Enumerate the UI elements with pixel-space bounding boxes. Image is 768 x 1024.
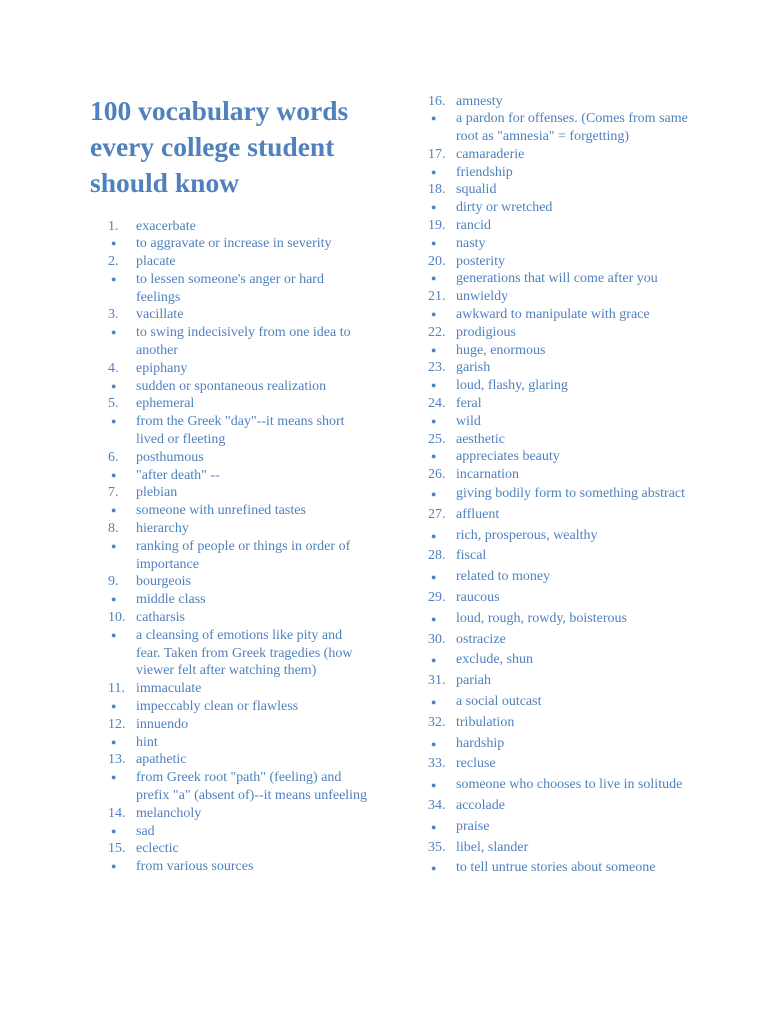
bullet-icon: ● (111, 238, 117, 249)
definition-item (428, 199, 688, 217)
definition-text: from Greek root "path" (feeling) and prefix "a" (absent of)--it means unfeeling (136, 770, 368, 803)
bullet-icon: ● (431, 237, 437, 248)
vocab-word: amnesty (456, 93, 503, 109)
item-number: 3. (108, 307, 119, 323)
item-number: 29. (428, 590, 446, 606)
vocab-word: libel, slander (456, 839, 529, 855)
vocab-word-item (108, 484, 368, 502)
vocab-word: melancholy (136, 805, 202, 821)
item-number: 19. (428, 218, 446, 234)
definition-item (428, 692, 688, 713)
vocab-word-item (108, 395, 368, 413)
vocab-word: hierarchy (136, 521, 189, 537)
definition-item (108, 698, 368, 716)
vocab-word: aesthetic (456, 431, 505, 447)
definition-item (108, 324, 368, 360)
definition-item (428, 858, 688, 879)
bullet-icon: ● (111, 629, 117, 640)
definition-text: dirty or wretched (456, 200, 553, 216)
vocab-word-item (108, 253, 368, 271)
item-number: 8. (108, 521, 119, 537)
vocab-word: unwieldy (456, 289, 509, 305)
vocab-word: ostracize (456, 631, 506, 647)
item-number: 1. (108, 218, 119, 234)
bullet-icon: ● (111, 772, 117, 783)
vocab-word: eclectic (136, 841, 179, 857)
vocab-word-item (428, 288, 688, 306)
definition-text: loud, rough, rowdy, boisterous (456, 610, 627, 626)
item-number: 12. (108, 716, 126, 732)
vocab-word: tribulation (456, 714, 515, 730)
bullet-icon: ● (111, 273, 117, 284)
vocab-word: immaculate (136, 681, 202, 697)
vocab-word-item (428, 359, 688, 377)
definition-item (428, 413, 688, 431)
bullet-icon: ● (431, 821, 437, 832)
bullet-icon: ● (431, 489, 437, 500)
definition-item (428, 609, 688, 630)
definition-item (428, 526, 688, 547)
definition-text: rich, prosperous, wealthy (456, 527, 598, 543)
bullet-icon: ● (431, 697, 437, 707)
definition-item (108, 823, 368, 841)
item-number: 28. (428, 548, 446, 564)
bullet-icon: ● (111, 825, 117, 836)
vocab-word: fiscal (456, 548, 487, 564)
vocab-word-item (428, 324, 688, 342)
bullet-icon: ● (431, 613, 437, 624)
item-number: 7. (108, 485, 119, 501)
vocab-word-item (108, 218, 368, 236)
definition-item (108, 413, 368, 449)
vocab-word-item (108, 573, 368, 591)
item-number: 9. (108, 574, 119, 590)
definition-item (428, 734, 688, 755)
bullet-icon: ● (431, 309, 437, 320)
definition-item (428, 775, 688, 796)
definition-text: to lessen someone's anger or hard feelings (136, 271, 324, 305)
item-number: 31. (428, 673, 446, 689)
vocab-word-item (108, 360, 368, 378)
definition-item (428, 110, 688, 146)
vocab-word-item (428, 217, 688, 235)
definition-item (108, 591, 368, 609)
item-number: 17. (428, 146, 446, 162)
definition-text: someone who chooses to live in solitude (456, 777, 683, 793)
definition-item (108, 502, 368, 520)
vocab-word: accolade (456, 797, 505, 813)
definition-item (428, 817, 688, 838)
vocab-word-item (108, 306, 368, 324)
item-number: 11. (108, 681, 125, 697)
bullet-icon: ● (111, 327, 117, 338)
vocab-word-item (428, 838, 688, 859)
item-number: 30. (428, 631, 446, 647)
item-number: 2. (108, 254, 119, 270)
item-number: 26. (428, 467, 446, 483)
vocab-word: affluent (456, 506, 500, 522)
item-number: 32. (428, 714, 446, 730)
vocab-word: bourgeois (136, 574, 191, 590)
vocab-word: squalid (456, 182, 497, 198)
vocab-word: epiphany (136, 360, 188, 376)
vocab-word-item (108, 449, 368, 467)
vocab-word-item (428, 93, 688, 111)
definition-text: middle class (136, 592, 206, 608)
bullet-icon: ● (431, 655, 437, 666)
vocab-word-item (108, 840, 368, 858)
definition-text: hint (136, 734, 158, 750)
vocab-word-item (428, 505, 688, 526)
definition-text: hardship (456, 735, 505, 751)
vocab-word: raucous (456, 590, 500, 606)
vocab-word: vacillate (136, 307, 184, 323)
bullet-icon: ● (431, 572, 437, 583)
definition-item (108, 734, 368, 752)
definition-item (428, 377, 688, 395)
item-number: 16. (428, 93, 446, 109)
definition-text: sudden or spontaneous realization (136, 378, 327, 394)
definition-text: loud, flashy, glaring (456, 378, 568, 394)
bullet-icon: ● (111, 380, 117, 391)
vocab-word-item (428, 431, 688, 449)
vocab-word-item (428, 671, 688, 692)
definition-item (428, 306, 688, 324)
item-number: 21. (428, 289, 446, 305)
vocab-word-item (108, 805, 368, 823)
definition-item (428, 342, 688, 360)
item-number: 25. (428, 431, 446, 447)
definition-text: ranking of people or things in order of importance (136, 538, 351, 572)
definition-item (428, 567, 688, 588)
definition-text: sad (136, 823, 155, 839)
definition-item (108, 235, 368, 253)
vocab-word-item (428, 253, 688, 271)
definition-item (108, 271, 368, 307)
item-number: 34. (428, 797, 446, 813)
bullet-icon: ● (431, 415, 437, 426)
vocab-word: pariah (456, 673, 491, 689)
vocab-word-item (428, 395, 688, 413)
definition-text: from various sources (136, 859, 254, 875)
item-number: 6. (108, 449, 119, 465)
vocab-word-item (428, 588, 688, 609)
definition-item (428, 235, 688, 253)
definition-text: a social outcast (456, 694, 542, 709)
bullet-icon: ● (431, 780, 437, 791)
definition-text: "after death" -- (136, 467, 220, 483)
definition-item (108, 858, 368, 876)
definition-text: related to money (456, 569, 551, 585)
definition-item (428, 484, 688, 505)
item-number: 14. (108, 805, 126, 821)
bullet-icon: ● (111, 469, 117, 480)
bullet-icon: ● (111, 736, 117, 747)
definition-text: impeccably clean or flawless (136, 699, 299, 715)
bullet-icon: ● (431, 530, 437, 541)
vocab-word: placate (136, 254, 176, 270)
vocab-word: rancid (456, 218, 491, 234)
vocab-word: recluse (456, 756, 496, 772)
vocab-word-item (428, 754, 688, 775)
bullet-icon: ● (431, 380, 437, 391)
definition-text: to tell untrue stories about someone (456, 860, 656, 876)
bullet-icon: ● (431, 166, 437, 177)
definition-text: huge, enormous (456, 342, 546, 358)
vocab-word-item (108, 520, 368, 538)
definition-text: a cleansing of emotions like pity and fear. Taken from Greek tragedies (how viewer felt after watching them) (136, 627, 353, 679)
definition-text: generations that will come after you (456, 271, 658, 287)
item-number: 10. (108, 610, 126, 626)
vocab-word-item (428, 466, 688, 484)
bullet-icon: ● (111, 594, 117, 605)
item-number: 18. (428, 182, 446, 198)
definition-text: a pardon for offenses. (Comes from same root as "amnesia" = forgetting) (456, 111, 688, 145)
vocab-word: prodigious (456, 324, 516, 340)
definition-text: praise (456, 818, 490, 834)
vocab-word-item (108, 680, 368, 698)
bullet-icon: ● (111, 416, 117, 427)
bullet-icon: ● (111, 701, 117, 712)
vocabulary-list-right (428, 93, 688, 880)
definition-text: someone with unrefined tastes (136, 503, 306, 519)
definition-text: awkward to manipulate with grace (456, 307, 650, 323)
bullet-icon: ● (431, 273, 437, 284)
vocab-word: posterity (456, 253, 505, 269)
page-title: 100 vocabulary words every college student should know (90, 95, 349, 198)
bullet-icon: ● (431, 202, 437, 213)
vocab-word-item (428, 796, 688, 817)
item-number: 27. (428, 506, 446, 522)
vocab-word-item (108, 751, 368, 769)
vocab-word: exacerbate (136, 218, 196, 234)
bullet-icon: ● (431, 113, 437, 124)
vocab-word: posthumous (136, 449, 204, 465)
item-number: 4. (108, 360, 119, 376)
vocab-word: catharsis (136, 610, 185, 626)
bullet-icon: ● (431, 344, 437, 355)
definition-item (428, 164, 688, 182)
bullet-icon: ● (111, 505, 117, 516)
vocab-word-item (428, 630, 688, 651)
definition-item (428, 650, 688, 671)
vocab-word: garish (456, 360, 491, 376)
definition-text: friendship (456, 164, 513, 180)
definition-text: to swing indecisively from one idea to another (136, 325, 351, 359)
item-number: 13. (108, 752, 126, 768)
definition-item (108, 769, 368, 805)
definition-text: wild (456, 413, 481, 429)
definition-item (108, 538, 368, 574)
definition-item (428, 448, 688, 466)
definition-text: exclude, shun (456, 652, 533, 668)
vocab-word: apathetic (136, 752, 187, 768)
definition-item (428, 270, 688, 288)
definition-text: nasty (456, 235, 486, 251)
bullet-icon: ● (111, 540, 117, 551)
bullet-icon: ● (431, 863, 437, 874)
item-number: 20. (428, 253, 446, 269)
item-number: 15. (108, 841, 126, 857)
vocab-word: incarnation (456, 467, 519, 483)
definition-item (108, 378, 368, 396)
vocab-word-item (428, 181, 688, 199)
vocab-word-item (428, 713, 688, 734)
definition-item (108, 627, 368, 680)
item-number: 35. (428, 839, 446, 855)
vocab-word-item (108, 716, 368, 734)
vocab-word-item (428, 146, 688, 164)
item-number: 24. (428, 396, 446, 412)
bullet-icon: ● (431, 451, 437, 462)
bullet-icon: ● (431, 738, 437, 749)
vocabulary-list-left (108, 218, 368, 876)
definition-text: from the Greek "day"--it means short lived or fleeting (136, 414, 345, 448)
item-number: 5. (108, 396, 119, 412)
vocab-word-item (108, 609, 368, 627)
bullet-icon: ● (111, 861, 117, 872)
definition-text: appreciates beauty (456, 449, 560, 465)
definition-text: giving bodily form to something abstract (456, 486, 686, 502)
vocab-word: feral (456, 396, 482, 412)
item-number: 23. (428, 360, 446, 376)
item-number: 33. (428, 756, 446, 772)
vocab-word-item (428, 546, 688, 567)
vocab-word: camaraderie (456, 146, 525, 162)
item-number: 22. (428, 324, 446, 340)
vocab-word: ephemeral (136, 396, 195, 412)
definition-text: to aggravate or increase in severity (136, 236, 332, 252)
vocab-word: innuendo (136, 716, 189, 732)
definition-item (108, 467, 368, 485)
vocab-word: plebian (136, 485, 178, 501)
